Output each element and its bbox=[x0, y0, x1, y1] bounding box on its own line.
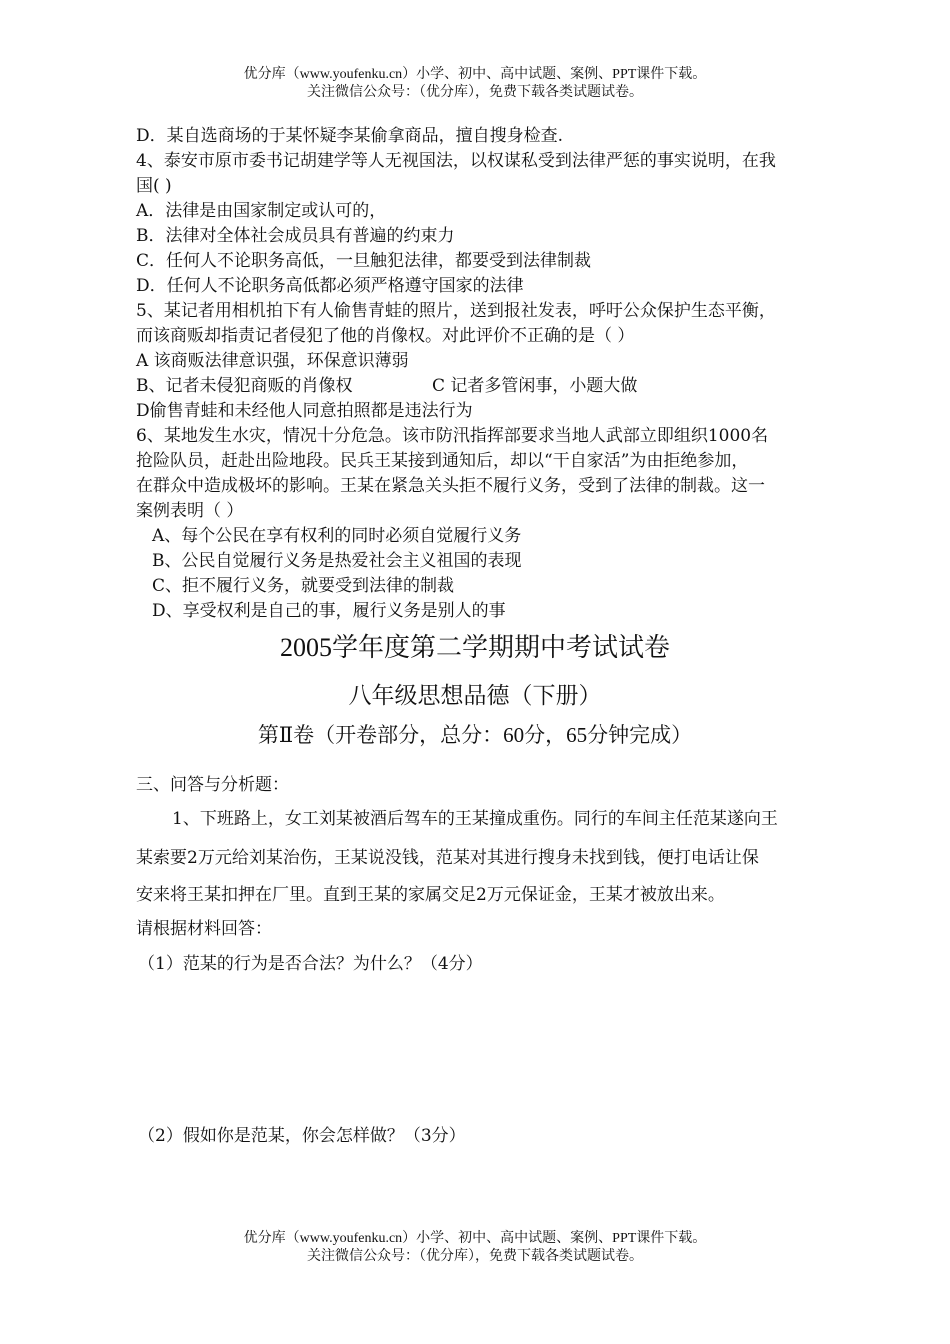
q6-stem-line-2: 抢险队员，赶赴出险地段。民兵王某接到通知后，却以“干自家活”为由拒绝参加， bbox=[136, 451, 749, 471]
q5-option-b: B、记者未侵犯商贩的肖像权 bbox=[136, 376, 353, 396]
q4-option-c: C．任何人不论职务高低，一旦触犯法律，都要受到法律制裁 bbox=[136, 251, 592, 271]
q3-option-d: D．某自选商场的于某怀疑李某偷拿商品，擅自搜身检查. bbox=[136, 126, 564, 146]
q5-stem-line-2: 而该商贩却指责记者侵犯了他的肖像权。对此评价不正确的是（ ） bbox=[136, 326, 635, 346]
q5-option-d: D偷售青蛙和未经他人同意拍照都是违法行为 bbox=[136, 401, 473, 421]
q5-option-c: C 记者多管闲事，小题大做 bbox=[432, 376, 638, 396]
exam-subtitle: 八年级思想品德（下册） bbox=[348, 683, 602, 708]
sub-question-2: （2）假如你是范某，你会怎样做？（3分） bbox=[138, 1126, 466, 1146]
q4-stem-line-2: 国( ) bbox=[136, 176, 172, 196]
q6-option-b: B、公民自觉履行义务是热爱社会主义祖国的表现 bbox=[152, 551, 522, 571]
exam-volume: 第Ⅱ卷（开卷部分，总分：60分，65分钟完成） bbox=[257, 723, 693, 747]
q6-stem-line-3: 在群众中造成极坏的影响。王某在紧急关头拒不履行义务，受到了法律的制裁。这一 bbox=[136, 476, 765, 496]
footer-line-2: 关注微信公众号：（优分库），免费下载各类试题试卷。 bbox=[307, 1249, 643, 1264]
exam-title: 2005学年度第二学期期中考试试卷 bbox=[279, 633, 670, 662]
q6-option-a: A、每个公民在享有权利的同时必须自觉履行义务 bbox=[152, 526, 522, 546]
header-line-1: 优分库（www.youfenku.cn）小学、初中、高中试题、案例、PPT课件下载。 bbox=[243, 67, 707, 82]
footer-line-1: 优分库（www.youfenku.cn）小学、初中、高中试题、案例、PPT课件下载。 bbox=[243, 1231, 707, 1246]
q4-option-d: D．任何人不论职务高低都必须严格遵守国家的法律 bbox=[136, 276, 524, 296]
q5-stem-line-1: 5、某记者用相机拍下有人偷售青蛙的照片，送到报社发表，呼吁公众保护生态平衡， bbox=[136, 301, 776, 321]
q4-option-a: A．法律是由国家制定或认可的， bbox=[136, 201, 387, 221]
header-line-2: 关注微信公众号：（优分库），免费下载各类试题试卷。 bbox=[307, 85, 643, 100]
q6-option-d: D、享受权利是自己的事，履行义务是别人的事 bbox=[152, 601, 506, 621]
q4-option-b: B．法律对全体社会成员具有普遍的约束力 bbox=[136, 226, 455, 246]
q1-material-line-2: 某索要2万元给刘某治伤，王某说没钱，范某对其进行搜身未找到钱，便打电话让保 bbox=[136, 848, 759, 868]
q6-stem-line-4: 案例表明（ ） bbox=[136, 501, 244, 521]
q4-stem-line-1: 4、泰安市原市委书记胡建学等人无视国法，以权谋私受到法律严惩的事实说明，在我 bbox=[136, 151, 776, 171]
q1-material-line-1: 1、下班路上，女工刘某被酒后驾车的王某撞成重伤。同行的车间主任范某遂向王 bbox=[172, 809, 778, 829]
q6-option-c: C、拒不履行义务，就要受到法律的制裁 bbox=[152, 576, 455, 596]
q1-material-line-3: 安来将王某扣押在厂里。直到王某的家属交足2万元保证金，王某才被放出来。 bbox=[136, 885, 725, 905]
answer-prompt: 请根据材料回答： bbox=[136, 919, 272, 939]
q5-option-a: A 该商贩法律意识强，环保意识薄弱 bbox=[136, 351, 409, 371]
sub-question-1: （1）范某的行为是否合法？为什么？（4分） bbox=[138, 954, 483, 974]
q6-stem-line-1: 6、某地发生水灾，情况十分危急。该市防汛指挥部要求当地人武部立即组织1000名 bbox=[136, 426, 769, 446]
section-heading: 三、问答与分析题： bbox=[136, 775, 289, 795]
